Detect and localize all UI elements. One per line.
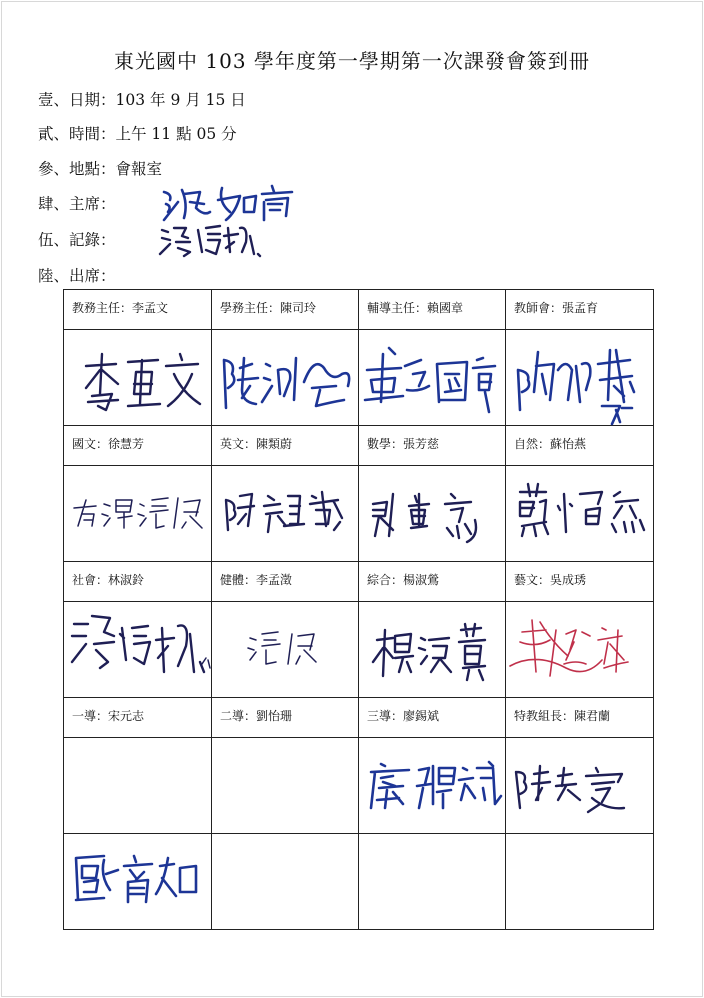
info-time: 貳、時間：上午 11 點 05 分 <box>38 125 237 143</box>
info-chair: 肆、主席： <box>38 195 116 213</box>
info-location: 參、地點：會報室 <box>38 160 163 178</box>
attendee-label: 二導：劉怡珊 <box>212 698 359 738</box>
signature-cell <box>506 738 654 834</box>
signature-cell <box>64 834 212 930</box>
attendee-label: 特教組長：陳君蘭 <box>506 698 654 738</box>
signature-cell <box>359 834 506 930</box>
info-attendance: 陸、出席： <box>38 267 116 285</box>
signature-cell <box>359 466 506 562</box>
signature-cell <box>212 602 359 698</box>
signature-image <box>64 834 212 929</box>
signature-cell <box>359 602 506 698</box>
signature-image <box>506 466 654 561</box>
attendee-label: 英文：陳類蔚 <box>212 426 359 466</box>
attendee-label: 學務主任：陳司玲 <box>212 290 359 330</box>
signature-image <box>212 330 360 425</box>
signature-image <box>359 466 507 561</box>
attendee-label: 國文：徐慧芳 <box>64 426 212 466</box>
signature-image <box>359 330 507 425</box>
signature-cell <box>212 738 359 834</box>
chair-signature <box>160 182 300 224</box>
signature-cell <box>506 602 654 698</box>
signature-cell <box>64 602 212 698</box>
attendee-label: 健體：李孟澂 <box>212 562 359 602</box>
signature-cell <box>506 834 654 930</box>
info-date: 壹、日期：103 年 9 月 15 日 <box>38 91 246 109</box>
signature-image <box>64 330 212 425</box>
signature-cell <box>506 330 654 426</box>
document-title: 東光國中 103 學年度第一學期第一次課發會簽到冊 <box>114 49 590 73</box>
signature-image <box>64 602 212 697</box>
signature-image <box>359 738 507 833</box>
signature-cell <box>359 738 506 834</box>
signature-cell <box>64 738 212 834</box>
signature-cell <box>212 834 359 930</box>
recorder-signature <box>158 222 268 258</box>
signature-cell <box>506 466 654 562</box>
signature-cell <box>359 330 506 426</box>
attendee-label: 數學：張芳慈 <box>359 426 506 466</box>
attendee-label: 一導：宋元志 <box>64 698 212 738</box>
signature-cell <box>212 330 359 426</box>
attendee-label: 自然：蘇怡燕 <box>506 426 654 466</box>
signature-image <box>212 602 360 697</box>
attendee-label: 教師會：張孟育 <box>506 290 654 330</box>
attendee-label: 綜合：楊淑鶯 <box>359 562 506 602</box>
signature-image <box>506 738 654 833</box>
signature-image <box>506 602 654 697</box>
signature-image <box>212 466 360 561</box>
signature-cell <box>212 466 359 562</box>
attendee-label: 三導：廖錫斌 <box>359 698 506 738</box>
signature-cell <box>64 330 212 426</box>
info-recorder: 伍、記錄： <box>38 231 116 249</box>
attendee-label: 教務主任：李孟文 <box>64 290 212 330</box>
attendee-label: 藝文：吳成琇 <box>506 562 654 602</box>
attendee-label: 社會：林淑鈴 <box>64 562 212 602</box>
attendance-table <box>63 289 654 930</box>
attendee-label: 輔導主任：賴國章 <box>359 290 506 330</box>
signature-image <box>359 602 507 697</box>
signature-cell <box>64 466 212 562</box>
signature-image <box>506 330 654 425</box>
signature-image <box>64 466 212 561</box>
